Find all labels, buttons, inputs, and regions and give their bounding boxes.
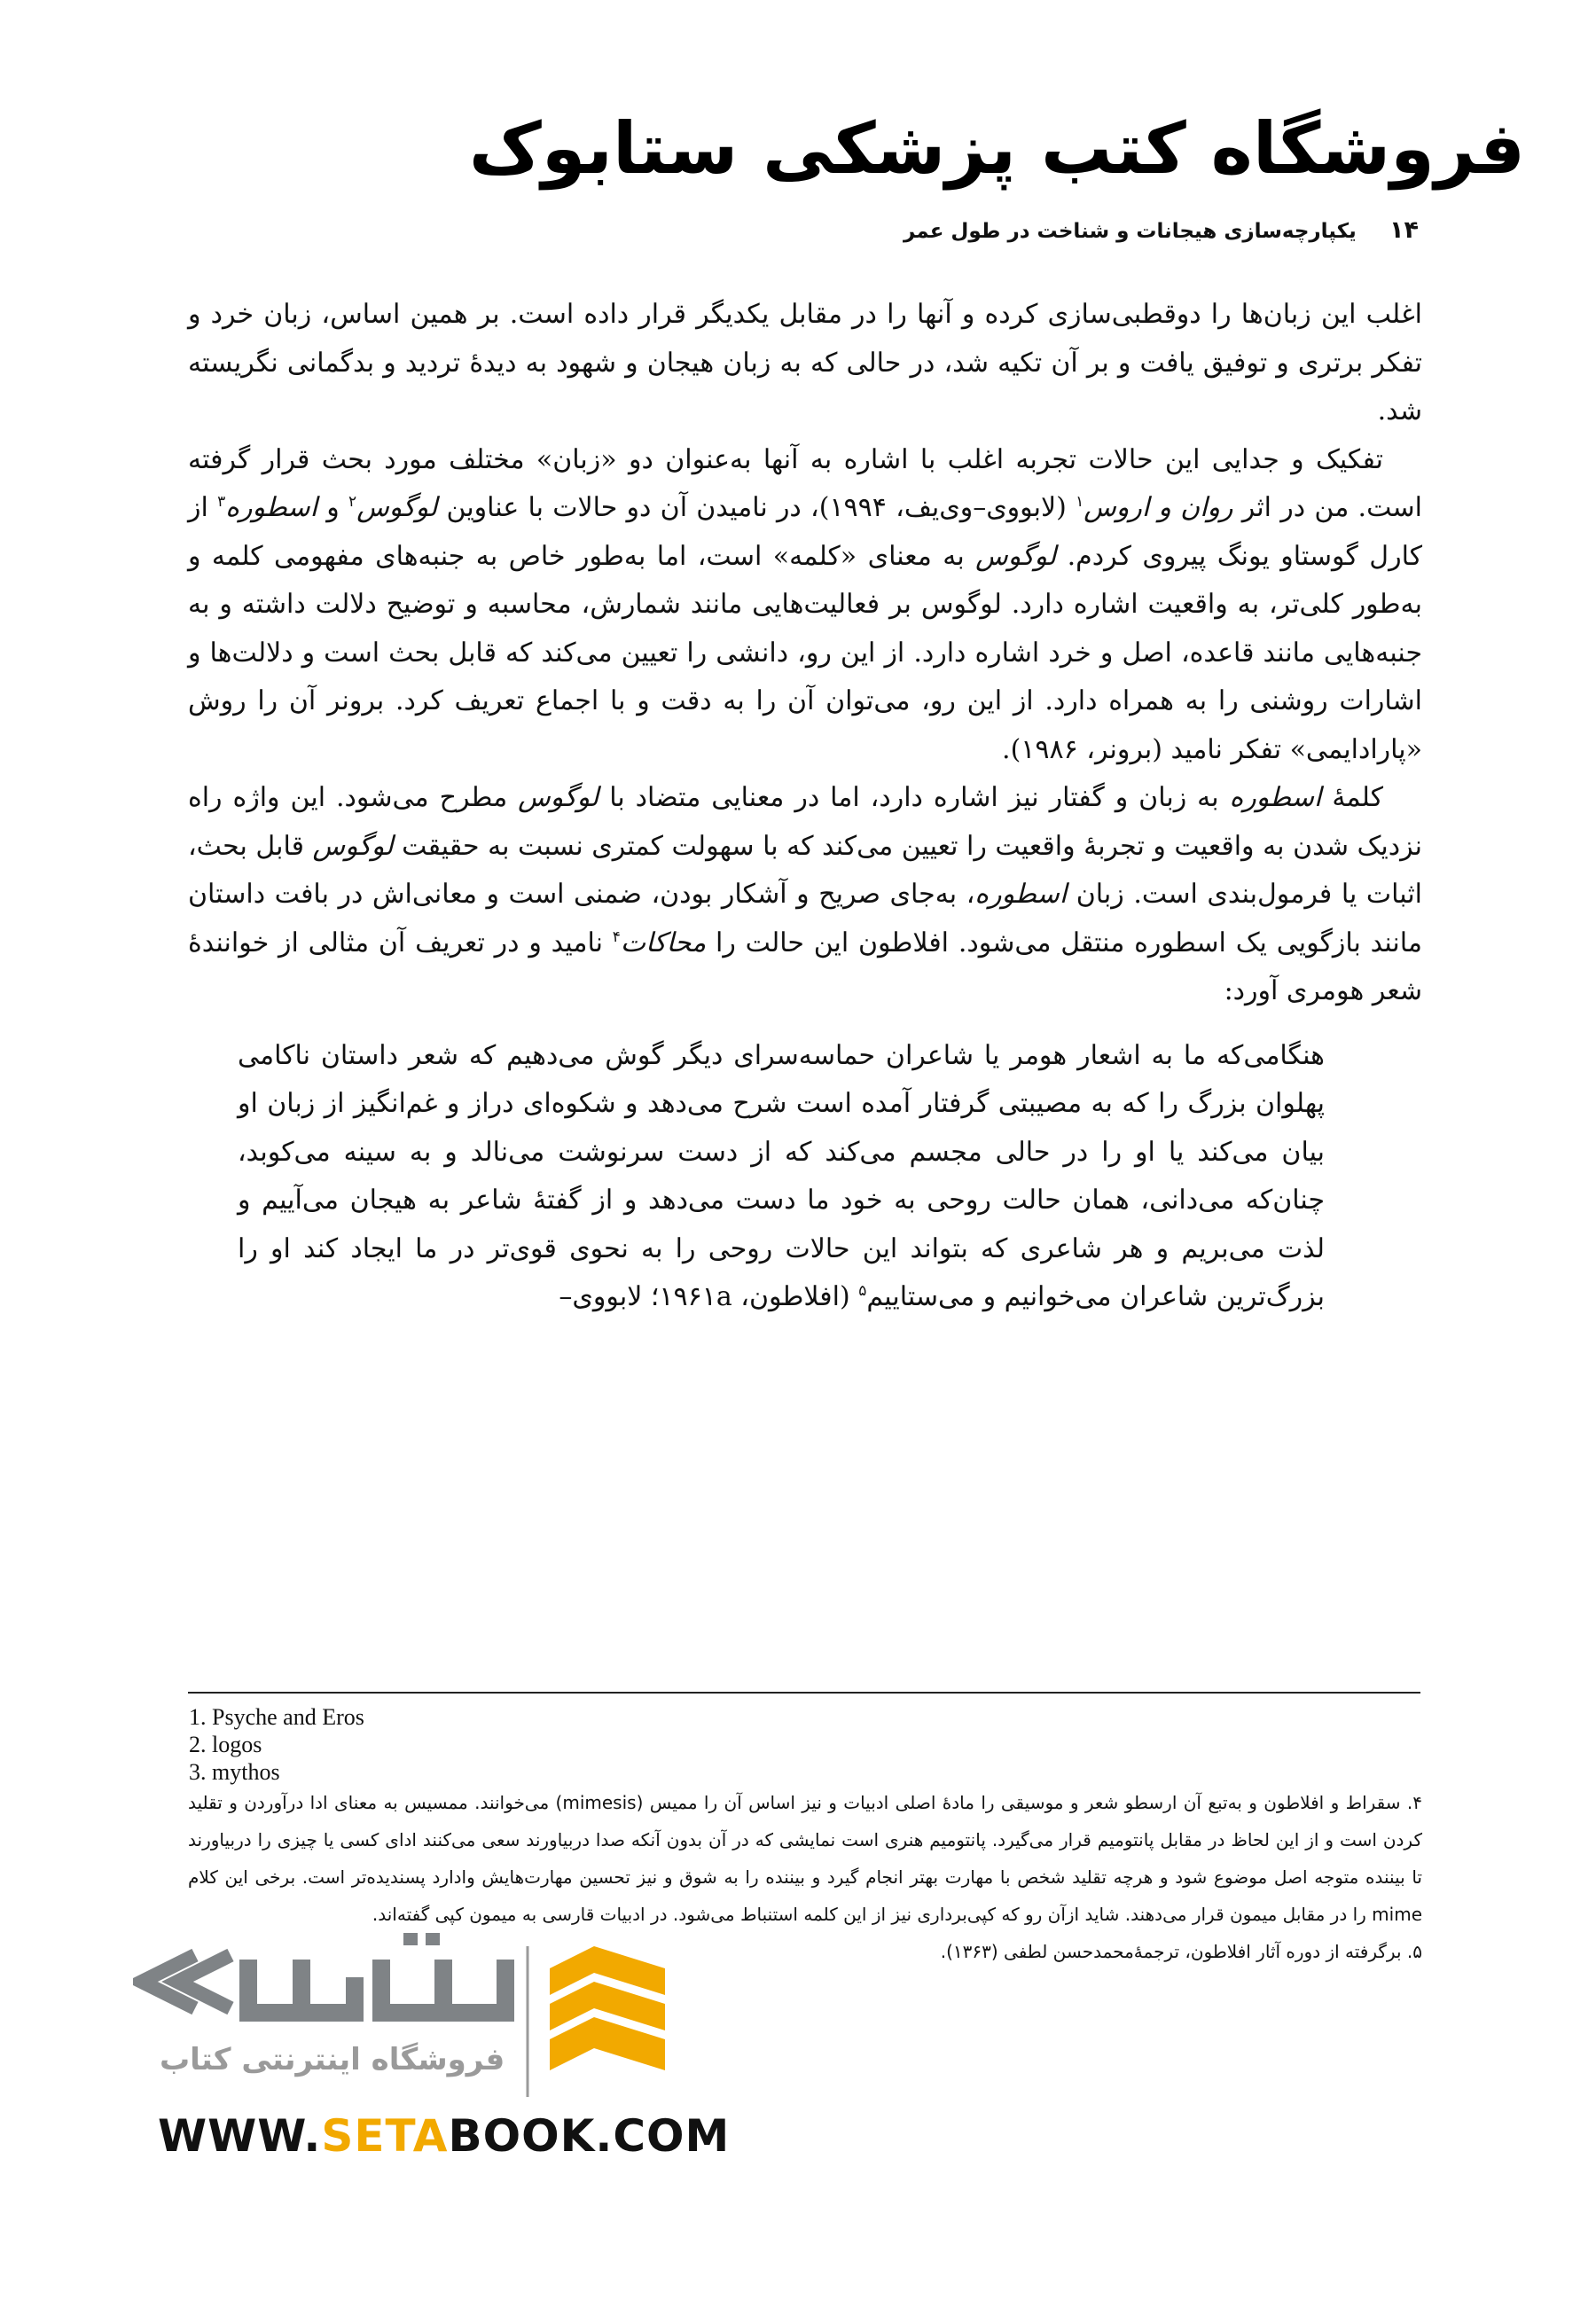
footnote-4: ۴. سقراط و افلاطون و به‌تبع آن ارسطو شعر و موسیقی را مادهٔ اصلی ادبیات و نیز اساس آن را ممیس (mimesis) می‌خوانند. ممسیس به معنای ادا درآوردن و تقلید کردن است و از این لحاظ در مقابل پانتومیم قرار می‌گیرد. پانتومیم هنری است نمایشی که در آن بدون آنکه صدا دربیاورند سعی می‌کنند ادای کسی یا چیزی را دربیاورند تا بیننده متوجه اصل موضوع شود و هرچه تقلید شخص با مهارت بهتر انجام گیرد و بیننده را به شوق و نیز تحسین مهارت‌هایش وادارد پسندیده‌تر است. برخی این کلام mime را در مقابل میمون قرار می‌دهند. شاید ازآن رو که کپی‌برداری نیز از این کلمه استنباط می‌شود. در ادبیات قارسی به میمون کپی گفته‌اند. [188,1792,1422,1925]
text-run: تفکیک و جدایی این حالات تجربه اغلب با اشاره به آنها به‌عنوان دو «زبان» مختلف مورد بحث قرار گرفته است. من در اثر [188,443,1423,523]
url-part: BOOK.COM [448,2110,731,2162]
setabook-logo-mark [133,1928,683,2106]
block-quote [238,1032,1325,1322]
footnotes-latin [189,1703,721,1786]
logo-tagline: فروشگاه اینترنتی کتاب [160,2042,505,2077]
text-run: هنگامی‌که ما به اشعار هومر یا شاعران حماسه‌سرای دیگر گوش می‌دهیم که شعر داستان ناکامی پهلوان بزرگ را که به مصیبتی گرفتار آمده است شرح می‌دهد و شکوه‌ای دراز و غم‌انگیز از زبان او بیان می‌کند یا او را در حالی مجسم می‌کند که از دست سرنوشت می‌نالد و به سینه می‌کوبد، چنان‌که می‌دانی، همان حالت روحی به خود ما دست می‌دهد و از گفتهٔ شاعر به هیجان می‌آییم و لذت می‌بریم و هر شاعری که بتواند این حالات روحی را به نحوی قوی‌تر در ما ایجاد کند او را بزرگ‌ترین شاعران می‌خوانیم و می‌ستاییم [238,1039,1325,1312]
main-text [188,291,1422,1322]
text-run: (لابووی–وی‌یف، ۱۹۹۴)، در نامیدن آن دو حالات با عناوین [437,492,1076,523]
italic-term: لوگوس [975,540,1057,572]
website-url [158,2110,730,2162]
text-run: به معنای «کلمه» است، اما به‌طور خاص به جنبه‌های مفهومی کلمه و به‌طور کلی‌تر، به واقعیت اشاره دارد. لوگوس بر فعالیت‌هایی مانند شمارش، محاسبه و توضیح دلالت داشته و به جنبه‌هایی مانند قاعده، اصل و خرد اشاره دارد. از این رو، دانشی را تعیین می‌کند که قابل بحث است و دلالت‌ها و اشارات روشنی را به همراه دارد. از این رو، می‌توان آن را به دقت و با اجماع تعریف کرد. برونر آن را روش «پارادایمی» تفکر نامید (برونر، ۱۹۸۶). [188,540,1422,765]
footnote-ref-4: ۴ [612,927,621,946]
footnote-ref-1: ۱ [1076,493,1084,511]
footnote-5: ۵. برگرفته از دوره آثار افلاطون، ترجمهٔ‌محمدحسن لطفی (۱۳۶۳). [940,1941,1422,1962]
paragraph-1: اغلب این زبان‌ها را دوقطبی‌سازی کرده و آنها را در مقابل یکدیگر قرار داده است. بر همین اساس، زبان خرد و تفکر برتری و توفیق یافت و بر آن تکیه شد، در حالی که به زبان هیجان و شهود به دیدهٔ تردید و بدگمانی نگریسته شد. [188,299,1422,426]
italic-term: لوگوس [356,492,438,523]
italic-term: محاکات [620,927,707,958]
italic-term: روان و اروس [1084,492,1233,523]
italic-term: لوگوس [518,782,599,813]
running-head [177,213,1419,249]
footnote-2: 2. logos [189,1732,262,1757]
page-number: ۱۴ [1389,216,1419,244]
text-run: و [317,492,349,523]
footnote-1: 1. Psyche and Eros [189,1704,364,1730]
footnote-divider [188,1692,1420,1694]
footnote-ref-3: ۳ [217,493,226,511]
text-run: به زبان و گفتار نیز اشاره دارد، اما در معنایی متضاد با [598,782,1230,813]
footnote-3: 3. mythos [189,1759,280,1785]
text-run: ، به‌جای صریح و آشکار بودن، ضمنی است و معانی‌اش در بافت داستان مانند بازگویی یک اسطوره منتقل می‌شود. افلاطون این حالت را [188,879,1422,958]
text-run: (افلاطون، ۱۹۶۱a؛ لابووی– [559,1281,859,1312]
setabook-logo [133,1928,683,2106]
text-run: از کارل گوستاو یونگ پیروی کردم. [188,492,1422,572]
italic-term: لوگوس [312,830,394,862]
text-run: مطرح می‌شود. این واژه راه نزدیک شدن به واقعیت و تجربهٔ واقعیت را تعیین می‌کند که با سهولت کمتری نسبت به حقیقت [188,782,1423,862]
text-run: کلمهٔ [1321,782,1383,813]
paragraph-3 [188,774,1422,1016]
paragraph-2 [188,436,1422,775]
footnote-ref-5: ۵ [858,1282,867,1300]
url-accent: SETA [321,2110,449,2162]
running-head-title: یکپارچه‌سازی هیجانات و شناخت در طول عمر [903,220,1357,243]
store-banner: فروشگاه کتب پزشکی ستابوک [468,107,1525,190]
italic-term: اسطوره [974,879,1068,910]
italic-term: اسطوره [225,492,318,523]
url-part: WWW. [158,2110,322,2162]
italic-term: اسطوره [1229,782,1322,813]
text-run: نامید و در تعریف آن مثالی از خوانندهٔ شعر هومری آورد: [188,927,1422,1006]
text-run: قابل بحث، اثبات یا فرمول‌بندی است. زبان [188,830,1422,910]
footnote-ref-2: ۲ [348,493,357,511]
